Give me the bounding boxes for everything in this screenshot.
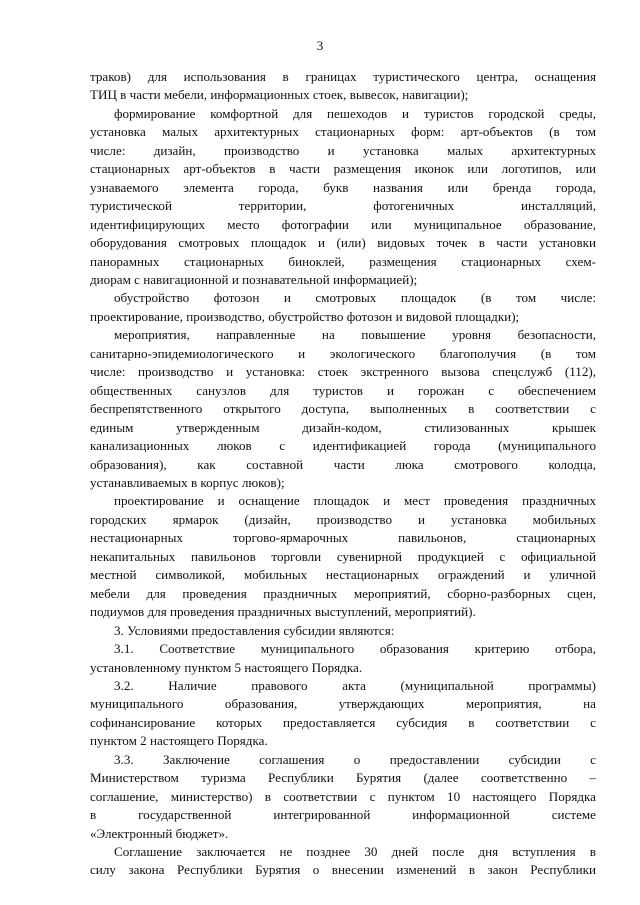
text-line: Соглашение заключается не позднее 30 дней после дня вступления в	[114, 844, 596, 860]
text-line: «Электронный бюджет».	[90, 825, 229, 841]
text-line: проектирование и оснащение площадок и мест проведения праздничных	[114, 493, 596, 509]
text-line: 3. Условиями предоставления субсидии являются:	[114, 622, 395, 638]
text-line: панорамных стационарных биноклей, размещения стационарных схем-	[90, 253, 596, 269]
text-line: общественных санузлов для туристов и горожан с обеспечением	[90, 382, 596, 398]
text-line: мебели для проведения праздничных мероприятий, сборно-разборных сцен,	[90, 585, 596, 601]
text-line: образования), как составной части люка смотрового колодца,	[90, 456, 596, 472]
text-line: 3.2. Наличие правового акта (муниципальной программы)	[114, 677, 596, 693]
text-line: стационарных арт-объектов в части размещения иконок или логотипов, или	[90, 161, 596, 177]
text-line: в государственной интегрированной информационной системе	[90, 807, 596, 823]
text-line: установленному пунктом 5 настоящего Порядка.	[90, 659, 363, 675]
text-line: софинансирование которых предоставляется субсидия в соответствии с	[90, 714, 596, 730]
text-line: канализационных люков с идентификацией города (муниципального	[90, 438, 596, 454]
text-line: нестационарных торгово-ярмарочных павильонов, стационарных	[90, 530, 596, 546]
text-line: обустройство фотозон и смотровых площадок (в том числе:	[114, 290, 596, 306]
text-line: траков) для использования в границах туристического центра, оснащения	[90, 69, 596, 84]
text-line: единым утвержденным дизайн-кодом, стилизованных крышек	[90, 419, 596, 435]
page-number: 3	[316, 38, 324, 53]
text-line: 3.3. Заключение соглашения о предоставлении субсидии с	[114, 751, 596, 767]
text-line: проектирование, производство, обустройство фотозон и видовой площадки);	[90, 308, 520, 324]
text-line: санитарно-эпидемиологического и экологического благополучия (в том	[90, 345, 596, 361]
text-line: пунктом 2 настоящего Порядка.	[90, 733, 268, 749]
document-body	[90, 68, 596, 880]
text-line: диорам с навигационной и познавательной информацией);	[90, 271, 418, 287]
text-line: некапитальных павильонов торговли сувенирной продукцией с официальной	[90, 548, 596, 564]
text-line: подиумов для проведения праздничных выступлений, мероприятий).	[90, 604, 476, 620]
text-line: туристической территории, фотогеничных инсталляций,	[90, 198, 596, 214]
text-line: городских ярмарок (дизайн, производство и установка мобильных	[90, 511, 596, 527]
text-line: числе: производство и установка: стоек экстренного вызова спецслужб (112),	[90, 364, 596, 380]
text-line: узнаваемого элемента города, букв названия или бренда города,	[90, 179, 596, 195]
text-line: местной символикой, мобильных нестационарных ограждений и уличной	[90, 567, 596, 583]
text-line: ТИЦ в части мебели, информационных стоек, вывесок, навигации);	[90, 87, 469, 103]
text-line: 3.1. Соответствие муниципального образования критерию отбора,	[114, 641, 596, 657]
text-line: беспрепятственного открытого доступа, выполненных в соответствии с	[90, 401, 596, 417]
text-line: формирование комфортной для пешеходов и туристов городской среды,	[114, 105, 596, 121]
text-line: Министерством туризма Республики Бурятия (далее соответственно –	[90, 770, 596, 786]
text-line: мероприятия, направленные на повышение уровня безопасности,	[114, 327, 596, 343]
text-line: устанавливаемых в корпус люков);	[90, 474, 285, 490]
text-line: числе: дизайн, производство и установка малых архитектурных	[90, 142, 596, 158]
text-line: соглашение, министерство) в соответствии с пунктом 10 настоящего Порядка	[90, 788, 596, 804]
text-line: оборудования смотровых площадок и (или) видовых точек в части установки	[90, 235, 596, 251]
text-line: муниципального образования, утверждающих мероприятия, на	[90, 696, 596, 712]
text-line: установка малых архитектурных стационарных форм: арт-объектов (в том	[90, 124, 596, 140]
text-line: силу закона Республики Бурятия о внесении изменений в закон Республики	[90, 862, 596, 878]
text-line: идентифицирующих место фотографии или муниципальное образование,	[90, 216, 596, 232]
